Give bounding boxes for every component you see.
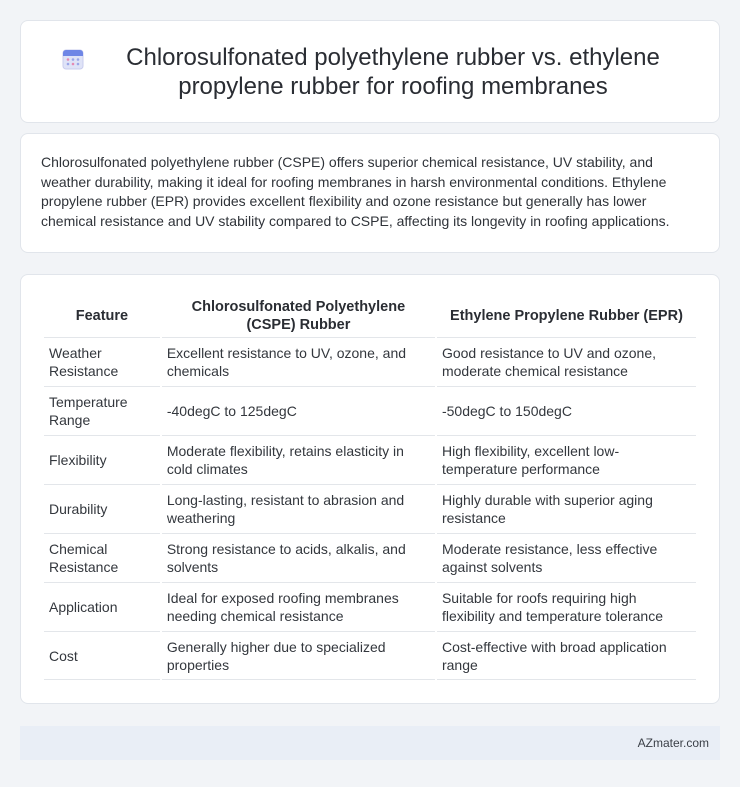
cspe-cell: Long-lasting, resistant to abrasion and weathering <box>162 484 435 533</box>
header-cspe: Chlorosulfonated Polyethylene (CSPE) Rubber <box>191 299 406 333</box>
cspe-cell: Generally higher due to specialized properties <box>162 631 435 680</box>
feature-cell: Weather Resistance <box>44 337 160 386</box>
epr-cell: Highly durable with superior aging resistance <box>437 484 696 533</box>
epr-cell: Moderate resistance, less effective against solvents <box>437 533 696 582</box>
summary-text: Chlorosulfonated polyethylene rubber (CSPE) offers superior chemical resistance, UV stability, and weather durability, making it ideal for roofing membranes in harsh environmental conditions. Ethylene propylene rubber (EPR) provides excellent flexibility and ozone resistance but generally has lower chemical resistance and UV stability compared to CSPE, affecting its longevity in roofing applications. <box>41 154 670 229</box>
footer-brand-link[interactable]: AZmater.com <box>637 736 709 750</box>
cspe-cell: Moderate flexibility, retains elasticity in cold climates <box>162 435 435 484</box>
cspe-cell: Strong resistance to acids, alkalis, and solvents <box>162 533 435 582</box>
table-row <box>44 435 696 484</box>
table-row <box>44 533 696 582</box>
table-row <box>44 386 696 435</box>
page-title: Chlorosulfonated polyethylene rubber vs. ethylene propylene rubber for roofing membranes <box>126 43 660 100</box>
epr-cell: High flexibility, excellent low-temperature performance <box>437 435 696 484</box>
feature-cell: Chemical Resistance <box>44 533 160 582</box>
comparison-table-card <box>20 274 720 704</box>
calendar-icon <box>61 47 85 71</box>
title-card <box>20 20 720 123</box>
feature-cell: Durability <box>44 484 160 533</box>
epr-cell: Cost-effective with broad application range <box>437 631 696 680</box>
table-row <box>44 631 696 680</box>
cspe-cell: -40degC to 125degC <box>162 386 435 435</box>
header-feature: Feature <box>75 308 129 324</box>
header-epr: Ethylene Propylene Rubber (EPR) <box>450 308 683 324</box>
table-row <box>44 337 696 386</box>
table-row <box>44 484 696 533</box>
table-row <box>44 582 696 631</box>
table-header-row <box>44 295 696 337</box>
epr-cell: -50degC to 150degC <box>437 386 696 435</box>
comparison-table <box>42 295 698 680</box>
cspe-cell: Excellent resistance to UV, ozone, and chemicals <box>162 337 435 386</box>
epr-cell: Good resistance to UV and ozone, moderate chemical resistance <box>437 337 696 386</box>
cspe-cell: Ideal for exposed roofing membranes needing chemical resistance <box>162 582 435 631</box>
feature-cell: Flexibility <box>44 435 160 484</box>
footer-bar <box>20 726 720 760</box>
epr-cell: Suitable for roofs requiring high flexibility and temperature tolerance <box>437 582 696 631</box>
feature-cell: Temperature Range <box>44 386 160 435</box>
title-wrap <box>61 43 679 101</box>
feature-cell: Cost <box>44 631 160 680</box>
summary-card <box>20 133 720 253</box>
feature-cell: Application <box>44 582 160 631</box>
